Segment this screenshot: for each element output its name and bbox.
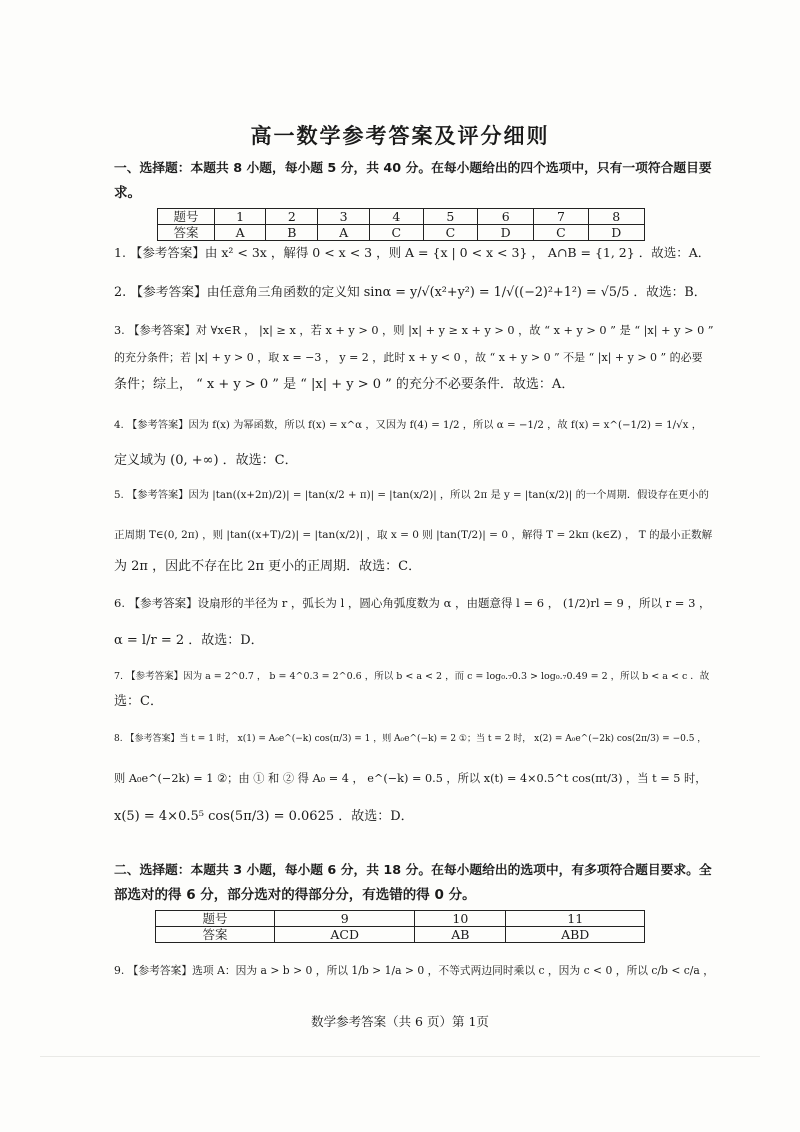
solution-q4-line1: 4. 【参考答案】因为 f(x) 为幂函数，所以 f(x) = x^α ，又因为 f(4) = 1/2 ，所以 α = −1/2 ，故 f(x) = x^(−1/2) = 1/√x ， (114, 419, 702, 431)
section1-heading: 一、选择题：本题共 8 小题，每小题 5 分，共 40 分。在每小题给出的四个选项中，只有一项符合题目要 (114, 161, 712, 176)
section2-answer-table (155, 910, 645, 943)
solution-q8-line1: 8. 【参考答案】当 t = 1 时， x(1) = A₀e^(−k) cos(π/3) = 1 ，则 A₀e^(−k) = 2 ①；当 t = 2 时， x(2) = A₀e^(−2k) cos(2π/3) = −0.5 ， (114, 734, 707, 744)
table-cell: ABD (506, 927, 645, 943)
table-cell: 6 (477, 209, 533, 225)
table-header-cell: 题号 (156, 911, 275, 927)
solution-q2: 2. 【参考答案】由任意角三角函数的定义知 sinα = y/√(x²+y²) = 1/√((−2)²+1²) = √5/5 ．故选：B． (114, 285, 707, 300)
table-cell: D (477, 225, 533, 241)
table-row (158, 225, 645, 241)
solution-q5-line3: 为 2π ，因此不存在比 2π 更小的正周期．故选：C． (114, 559, 422, 574)
table-cell: 2 (266, 209, 318, 225)
table-header-cell: 答案 (156, 927, 275, 943)
document-title: 高一数学参考答案及评分细则 (250, 124, 550, 148)
table-cell: D (588, 225, 645, 241)
table-cell: C (534, 225, 588, 241)
solution-q1: 1. 【参考答案】由 x² < 3x ，解得 0 < x < 3 ，则 A = {x | 0 < x < 3} ， A∩B = {1, 2} ．故选：A． (114, 245, 711, 260)
table-cell: B (266, 225, 318, 241)
solution-q9-line1: 9. 【参考答案】选项 A：因为 a > b > 0 ，所以 1/b > 1/a > 0 ，不等式两边同时乘以 c ，因为 c < 0 ，所以 c/b < c/a ， (114, 964, 714, 977)
solution-q8-line3: x(5) = 4×0.5⁵ cos(5π/3) = 0.0625 ．故选：D． (114, 809, 414, 824)
table-cell: 10 (415, 911, 506, 927)
table-cell: AB (415, 927, 506, 943)
solution-q3-line3: 条件；综上， “ x + y > 0 ” 是 “ |x| + y > 0 ” 的充分不必要条件．故选：A． (114, 377, 575, 392)
table-cell: 8 (588, 209, 645, 225)
table-cell: C (369, 225, 423, 241)
table-cell: C (423, 225, 477, 241)
table-cell: 1 (215, 209, 266, 225)
solution-q5-line1: 5. 【参考答案】因为 |tan((x+2π)/2)| = |tan(x/2 + π)| = |tan(x/2)| ，所以 2π 是 y = |tan(x/2)| 的一个周期．假设存在更小的 (114, 489, 709, 501)
solution-q6-line2: α = l/r = 2 ．故选：D． (114, 633, 264, 648)
page-footer: 数学参考答案（共 6 页）第 1页 (311, 1014, 489, 1029)
section2-heading-cont: 部选对的得 6 分，部分选对的得部分分，有选错的得 0 分。 (114, 887, 476, 903)
table-cell: A (318, 225, 369, 241)
table-cell: 9 (275, 911, 415, 927)
section2-heading: 二、选择题：本题共 3 小题，每小题 6 分，共 18 分。在每小题给出的选项中，有多项符合题目要求。全 (114, 863, 712, 878)
section1-heading-cont: 求。 (114, 185, 141, 201)
solution-q5-line2: 正周期 T∈(0, 2π) ，则 |tan((x+T)/2)| = |tan(x/2)| ，取 x = 0 则 |tan(T/2)| = 0 ，解得 T = 2kπ (k∈Z) ， T 的最小正数解 (114, 529, 713, 541)
table-cell: 7 (534, 209, 588, 225)
table-header-cell: 题号 (158, 209, 215, 225)
table-row (158, 209, 645, 225)
solution-q8-line2: 则 A₀e^(−2k) = 1 ②；由 ① 和 ② 得 A₀ = 4 ， e^(−k) = 0.5 ，所以 x(t) = 4×0.5^t cos(πt/3) ，当 t = 5 时， (114, 772, 707, 785)
table-cell: ACD (275, 927, 415, 943)
solution-q7-line2: 选：C． (114, 694, 163, 709)
table-cell: 3 (318, 209, 369, 225)
solution-q3-line1: 3. 【参考答案】对 ∀x∈R ， |x| ≥ x ，若 x + y > 0 ，则 |x| + y ≥ x + y > 0 ，故 “ x + y > 0 ” 是 “ |x| + y > 0 ” (114, 324, 714, 337)
page-fold-line (40, 1056, 760, 1057)
solution-q7-line1: 7. 【参考答案】因为 a = 2^0.7 ， b = 4^0.3 = 2^0.6 ，所以 b < a < 2 ，而 c = log₀.₇0.3 > log₀.₇0.49 = 2 ，所以 b < a < c ．故 (114, 671, 710, 682)
solution-q6-line1: 6. 【参考答案】设扇形的半径为 r ，弧长为 l ，圆心角弧度数为 α ，由题意得 l = 6 ， (1/2)rl = 9 ，所以 r = 3 ， (114, 596, 711, 610)
table-cell: 4 (369, 209, 423, 225)
solution-q3-line2: 的充分条件；若 |x| + y > 0 ，取 x = −3 ， y = 2 ，此时 x + y < 0 ，故 “ x + y > 0 ” 不是 “ |x| + y > 0 ” 的必要 (114, 351, 703, 364)
table-header-cell: 答案 (158, 225, 215, 241)
solution-q4-line2: 定义域为 (0, +∞) ．故选：C． (114, 453, 298, 468)
table-row (156, 927, 645, 943)
table-cell: 11 (506, 911, 645, 927)
table-cell: A (215, 225, 266, 241)
section1-answer-table (157, 208, 645, 241)
table-cell: 5 (423, 209, 477, 225)
table-row (156, 911, 645, 927)
